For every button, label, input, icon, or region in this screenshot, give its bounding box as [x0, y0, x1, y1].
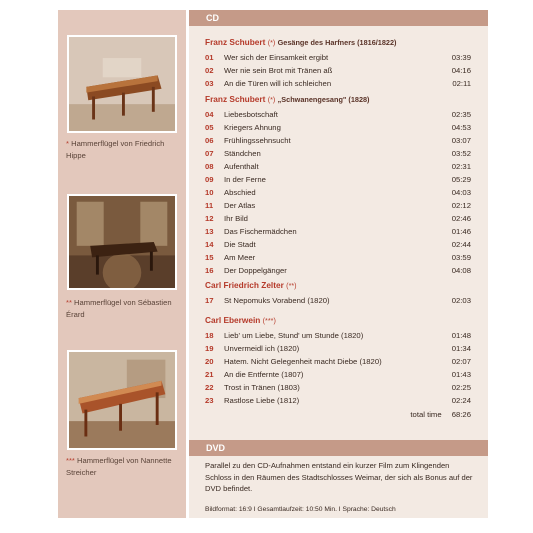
track-number: 03: [205, 79, 214, 88]
track-row: [205, 294, 471, 307]
track-number: 21: [205, 370, 214, 379]
composer-name: Franz Schubert: [205, 37, 266, 47]
track-number: 14: [205, 240, 214, 249]
track-row: [205, 251, 471, 264]
track-row: [205, 199, 471, 212]
track-row: [205, 147, 471, 160]
piano-mark: (***): [262, 316, 276, 325]
track-duration: 04:53: [451, 123, 471, 132]
track-duration: 03:07: [451, 136, 471, 145]
composer-name: Carl Eberwein: [205, 315, 261, 325]
track-title: Lieb' um Liebe, Stund' um Stunde (1820): [224, 331, 364, 340]
track-title: Am Meer: [224, 253, 256, 262]
track-title: Unvermeidl ich (1820): [224, 344, 300, 353]
track-duration: 04:03: [451, 188, 471, 197]
track-number: 09: [205, 175, 214, 184]
composer-heading: [205, 280, 297, 290]
track-number: 08: [205, 162, 214, 171]
track-duration: 02:11: [452, 79, 471, 88]
track-row: [205, 264, 471, 277]
track-row: [205, 342, 471, 355]
track-title: Das Fischermädchen: [224, 227, 297, 236]
track-number: 07: [205, 149, 214, 158]
composer-heading: [205, 94, 370, 104]
track-number: 06: [205, 136, 214, 145]
track-number: 01: [205, 53, 214, 62]
track-duration: 04:08: [451, 266, 471, 275]
track-row: [205, 394, 471, 407]
track-duration: 01:43: [451, 370, 471, 379]
track-number: 19: [205, 344, 214, 353]
track-duration: 03:52: [451, 149, 471, 158]
dvd-header: DVD: [189, 440, 488, 456]
track-row: [205, 225, 471, 238]
composer-name: Franz Schubert: [205, 94, 266, 104]
track-title: Hatem. Nicht Gelegenheit macht Diebe (1820): [224, 357, 382, 366]
track-duration: 01:48: [451, 331, 471, 340]
track-number: 10: [205, 188, 214, 197]
track-title: In der Ferne: [224, 175, 266, 184]
track-duration: 03:39: [451, 53, 471, 62]
caption-text: Hammerflügel von Nannette Streicher: [66, 456, 172, 477]
track-row: [205, 329, 471, 342]
track-title: Der Doppelgänger: [224, 266, 287, 275]
caption-streicher: [66, 455, 182, 479]
dvd-description: Parallel zu den CD-Aufnahmen entstand ein kurzer Film zum Klingenden Schloss in den Räumen des Stadtschlosses Weimar, der sich als Bonus auf der DVD befindet.: [205, 461, 473, 493]
track-title: Rastlose Liebe (1812): [224, 396, 300, 405]
caption-text: Hammerflügel von Sébastien Érard: [66, 298, 172, 319]
track-duration: 02:35: [451, 110, 471, 119]
track-duration: 02:07: [451, 357, 471, 366]
work-title: Gesänge des Harfners (1816/1822): [277, 38, 397, 47]
track-title: Die Stadt: [224, 240, 256, 249]
track-row: [205, 173, 471, 186]
track-duration: 04:16: [451, 66, 471, 75]
track-row: [205, 51, 471, 64]
track-row: [205, 160, 471, 173]
track-row: [205, 64, 471, 77]
track-title: St Nepomuks Vorabend (1820): [224, 296, 330, 305]
track-duration: 02:24: [451, 396, 471, 405]
piano-photo-erard: [67, 194, 177, 290]
track-duration: 02:03: [451, 296, 471, 305]
composer-heading: [205, 37, 396, 47]
cd-header: CD: [189, 10, 488, 26]
caption-erard: [66, 297, 182, 321]
track-number: 23: [205, 396, 214, 405]
track-duration: 05:29: [451, 175, 471, 184]
track-duration: 02:44: [451, 240, 471, 249]
track-number: 20: [205, 357, 214, 366]
track-row: [205, 134, 471, 147]
track-row: [205, 381, 471, 394]
track-title: Liebesbotschaft: [224, 110, 278, 119]
track-title: Wer nie sein Brot mit Tränen aß: [224, 66, 333, 75]
track-number: 18: [205, 331, 214, 340]
caption-hippe: [66, 138, 182, 162]
track-number: 13: [205, 227, 214, 236]
piano-mark: (*): [267, 95, 276, 104]
composer-heading: [205, 315, 276, 325]
track-row: [205, 108, 471, 121]
total-value: 68:26: [451, 410, 471, 419]
track-duration: 02:31: [451, 162, 471, 171]
composer-name: Carl Friedrich Zelter: [205, 280, 284, 290]
piano-photo-streicher: [67, 350, 177, 450]
track-duration: 02:25: [451, 383, 471, 392]
caption-star: *: [66, 139, 69, 148]
track-number: 16: [205, 266, 214, 275]
track-title: Der Atlas: [224, 201, 256, 210]
piano-mark: (**): [286, 281, 297, 290]
track-title: Ihr Bild: [224, 214, 248, 223]
track-row: [205, 186, 471, 199]
track-row: [205, 368, 471, 381]
track-title: Frühlingssehnsucht: [224, 136, 291, 145]
track-number: 17: [205, 296, 214, 305]
caption-text: Hammerflügel von Friedrich Hippe: [66, 139, 165, 160]
track-number: 15: [205, 253, 214, 262]
track-duration: 02:46: [451, 214, 471, 223]
track-duration: 02:12: [451, 201, 471, 210]
tracklist-panel: [189, 10, 488, 518]
piano-mark: (*): [267, 38, 276, 47]
total-label: total time: [410, 410, 442, 419]
track-title: Ständchen: [224, 149, 261, 158]
track-title: Trost in Tränen (1803): [224, 383, 300, 392]
track-number: 02: [205, 66, 214, 75]
sidebar: [58, 10, 186, 518]
track-row: [205, 121, 471, 134]
caption-star: ***: [66, 456, 75, 465]
caption-star: **: [66, 298, 72, 307]
track-title: An die Entfernte (1807): [224, 370, 304, 379]
track-number: 11: [205, 201, 214, 210]
total-time: [410, 410, 471, 419]
dvd-meta: Bildformat: 16:9 I Gesamtlaufzeit: 10:50 Min. I Sprache: Deutsch: [205, 506, 396, 513]
track-title: Wer sich der Einsamkeit ergibt: [224, 53, 329, 62]
track-number: 04: [205, 110, 214, 119]
track-number: 12: [205, 214, 214, 223]
track-row: [205, 212, 471, 225]
track-title: An die Türen will ich schleichen: [224, 79, 332, 88]
track-number: 22: [205, 383, 214, 392]
track-duration: 01:46: [451, 227, 471, 236]
track-duration: 01:34: [451, 344, 471, 353]
track-title: Kriegers Ahnung: [224, 123, 281, 132]
track-row: [205, 77, 471, 90]
track-row: [205, 238, 471, 251]
track-title: Aufenthalt: [224, 162, 259, 171]
work-title: „Schwanengesang" (1828): [277, 95, 370, 104]
track-duration: 03:59: [451, 253, 471, 262]
track-row: [205, 355, 471, 368]
piano-photo-hippe: [67, 35, 177, 133]
track-number: 05: [205, 123, 214, 132]
track-title: Abschied: [224, 188, 256, 197]
